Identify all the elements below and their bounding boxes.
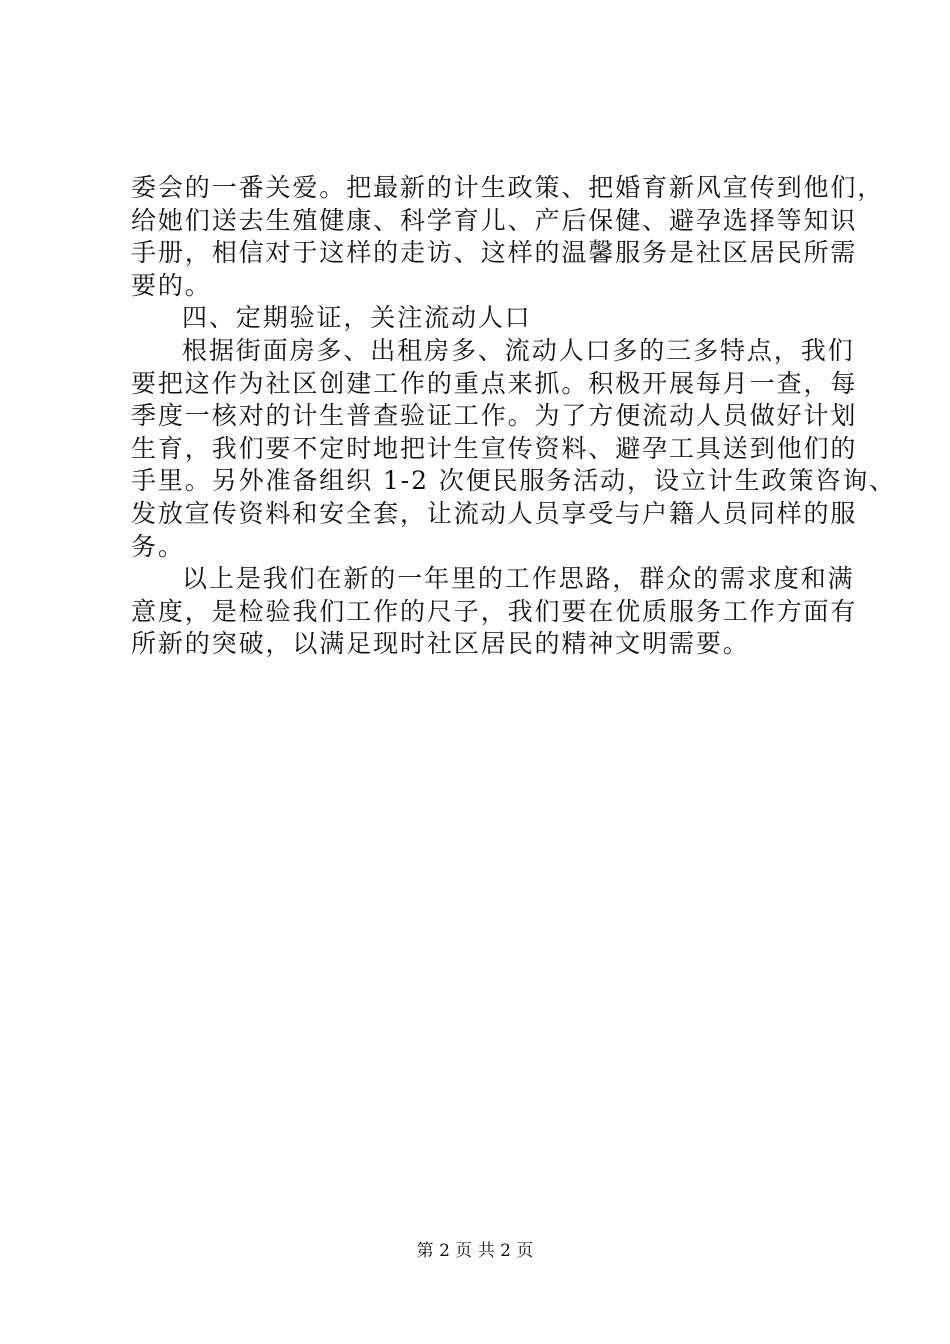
text-line: 根据街面房多、出租房多、流动人口多的三多特点，我们 xyxy=(182,335,855,365)
text-line: 以上是我们在新的一年里的工作思路，群众的需求度和满 xyxy=(182,564,855,594)
section-heading: 四、定期验证，关注流动人口 xyxy=(182,303,532,333)
text-line: 季度一核对的计生普查验证工作。为了方便流动人员做好计划 xyxy=(131,401,858,431)
text-line: 给她们送去生殖健康、科学育儿、产后保健、避孕选择等知识 xyxy=(131,205,858,235)
text-line: 发放宣传资料和安全套，让流动人员享受与户籍人员同样的服 xyxy=(131,498,858,528)
text-line: 手册，相信对于这样的走访、这样的温馨服务是社区居民所需 xyxy=(131,238,858,268)
document-body xyxy=(131,172,897,661)
page-number-footer: 第 2 页 共 2 页 xyxy=(416,1241,534,1261)
text-line: 所新的突破，以满足现时社区居民的精神文明需要。 xyxy=(131,629,750,659)
text-line: 手里。另外准备组织 1-2 次便民服务活动，设立计生政策咨询、 xyxy=(131,466,897,496)
text-line: 委会的一番关爱。把最新的计生政策、把婚育新风宣传到他们， xyxy=(131,173,885,202)
text-line: 要把这作为社区创建工作的重点来抓。积极开展每月一查，每 xyxy=(131,368,858,398)
text-line: 意度，是检验我们工作的尺子，我们要在优质服务工作方面有 xyxy=(131,596,858,626)
text-line: 生育，我们要不定时地把计生宣传资料、避孕工具送到他们的 xyxy=(131,433,858,463)
text-line: 要的。 xyxy=(131,270,212,300)
text-line: 务。 xyxy=(131,531,185,561)
